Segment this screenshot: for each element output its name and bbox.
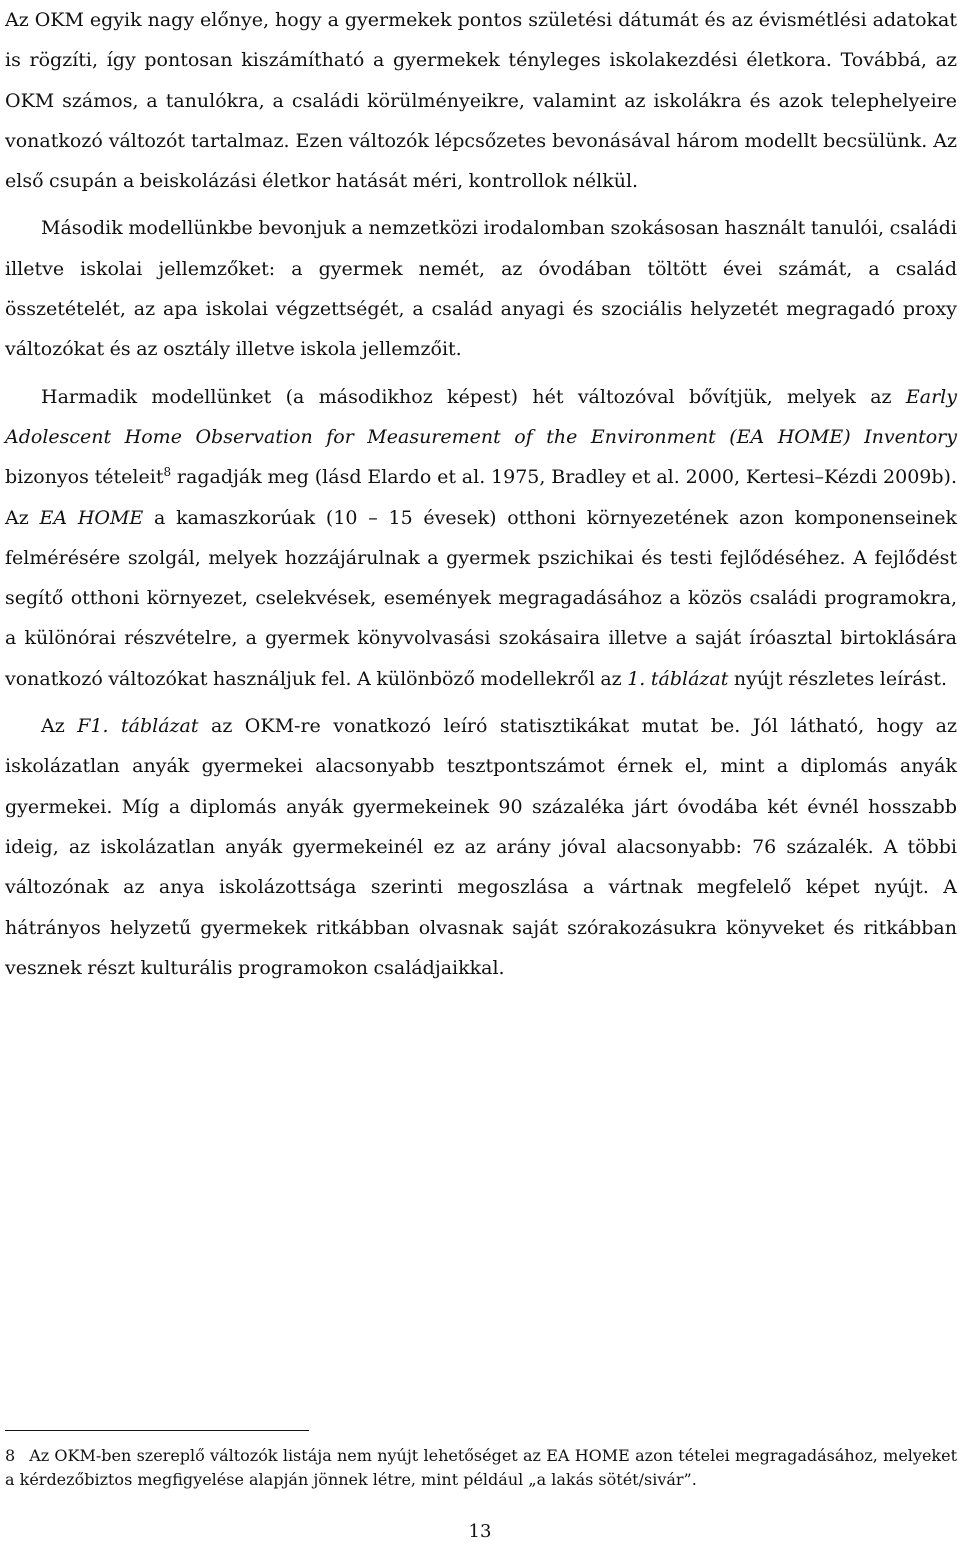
footnote <box>5 1444 957 1492</box>
paragraph-2-text: Második modellünkbe bevonjuk a nemzetközi irodalomban szokásosan használt tanulói, családi illetve iskolai jellemzőket: a gyermek nemét, az óvodában töltött évei számát, a család összetételét, az apa iskolai végzettségét, a család anyagi és szociális helyzetét megragadó proxy változókat és az osztály illetve iskola jellemzőit. <box>5 217 957 361</box>
paragraph-2 <box>5 208 957 369</box>
paragraph-4-text-a: Az <box>41 715 78 738</box>
footnote-number: 8 <box>5 1446 16 1465</box>
footnote-reference[interactable]: 8 <box>163 465 172 480</box>
paragraph-3-text-c: ragadják meg (lásd Elardo et al. 1975, Bradley et al. 2000, Kertesi–Kézdi 2009b). Az <box>5 466 957 529</box>
paragraph-3-italic-ea-home: EA HOME <box>39 506 144 529</box>
footnote-separator <box>5 1430 309 1431</box>
page-number: 13 <box>468 1521 492 1542</box>
paragraph-3-text-a: Harmadik modellünket (a másodikhoz képest) hét változóval bővítjük, melyek az <box>41 385 906 408</box>
paragraph-1 <box>5 0 957 201</box>
paragraph-1-text: Az OKM egyik nagy előnye, hogy a gyermekek pontos születési dátumát és az évismétlési adatokat is rögzíti, így pontosan kiszámítható a gyermekek tényleges iskolakezdési életkora. Továbbá, az OKM számos, a tanulókra, a családi körülményeikre, valamint az iskolákra és azok telephelyeire vonatkozó változót tartalmaz. Ezen változók lépcsőzetes bevonásával három modellt becsülünk. Az első csupán a beiskolázási életkor hatását méri, kontrollok nélkül. <box>5 9 957 193</box>
paragraph-4-text-b: az OKM-re vonatkozó leíró statisztikákat mutat be. Jól látható, hogy az iskolázatlan anyák gyermekei alacsonyabb tesztpontszámot érnek el, mint a diplomás anyák gyermekei. Míg a diplomás anyák gyermekeinek 90 százaléka járt óvodába két évnél hosszabb ideig, az iskolázatlan anyák gyermekeinél ez az arány jóval alacsonyabb: 76 százalék. A többi változónak az anya iskolázottsága szerinti megoszlása a vártnak megfelelő képet nyújt. A hátrányos helyzetű gyermekek ritkábban olvasnak saját szórakozásukra könyveket és ritkábban vesznek részt kulturális programokon családjaikkal. <box>5 715 957 979</box>
paragraph-3-italic-inventory: Early Adolescent Home Observation for Measurement of the Environment (EA HOME) Inventory <box>5 385 957 448</box>
footnote-text: Az OKM-ben szereplő változók listája nem nyújt lehetőséget az EA HOME azon tételei megragadásához, melyeket a kérdezőbiztos megfigyelése alapján jönnek létre, mint például „a lakás sötét/sivár”. <box>5 1446 957 1489</box>
paragraph-3-text-d: a kamaszkorúak (10 – 15 évesek) otthoni környezetének azon komponenseinek felmérésére szolgál, melyek hozzájárulnak a gyermek pszichikai és testi fejlődéséhez. A fejlődést segítő otthoni környezet, cselekvések, események megragadásához a közös családi programokra, a különórai részvételre, a gyermek könyvolvasási szokásaira illetve a saját íróasztal birtoklására vonatkozó változókat használjuk fel. A különböző modellekről az <box>5 506 957 690</box>
paragraph-3-italic-table-ref: 1. táblázat <box>627 667 729 690</box>
paragraph-4 <box>5 706 957 988</box>
paragraph-3-text-e: nyújt részletes leírást. <box>728 667 948 690</box>
paragraph-3 <box>5 377 957 699</box>
paragraph-3-text-b: bizonyos tételeit <box>5 466 164 489</box>
paragraph-4-italic-table-ref: F1. táblázat <box>77 715 199 738</box>
page-body <box>5 0 957 988</box>
